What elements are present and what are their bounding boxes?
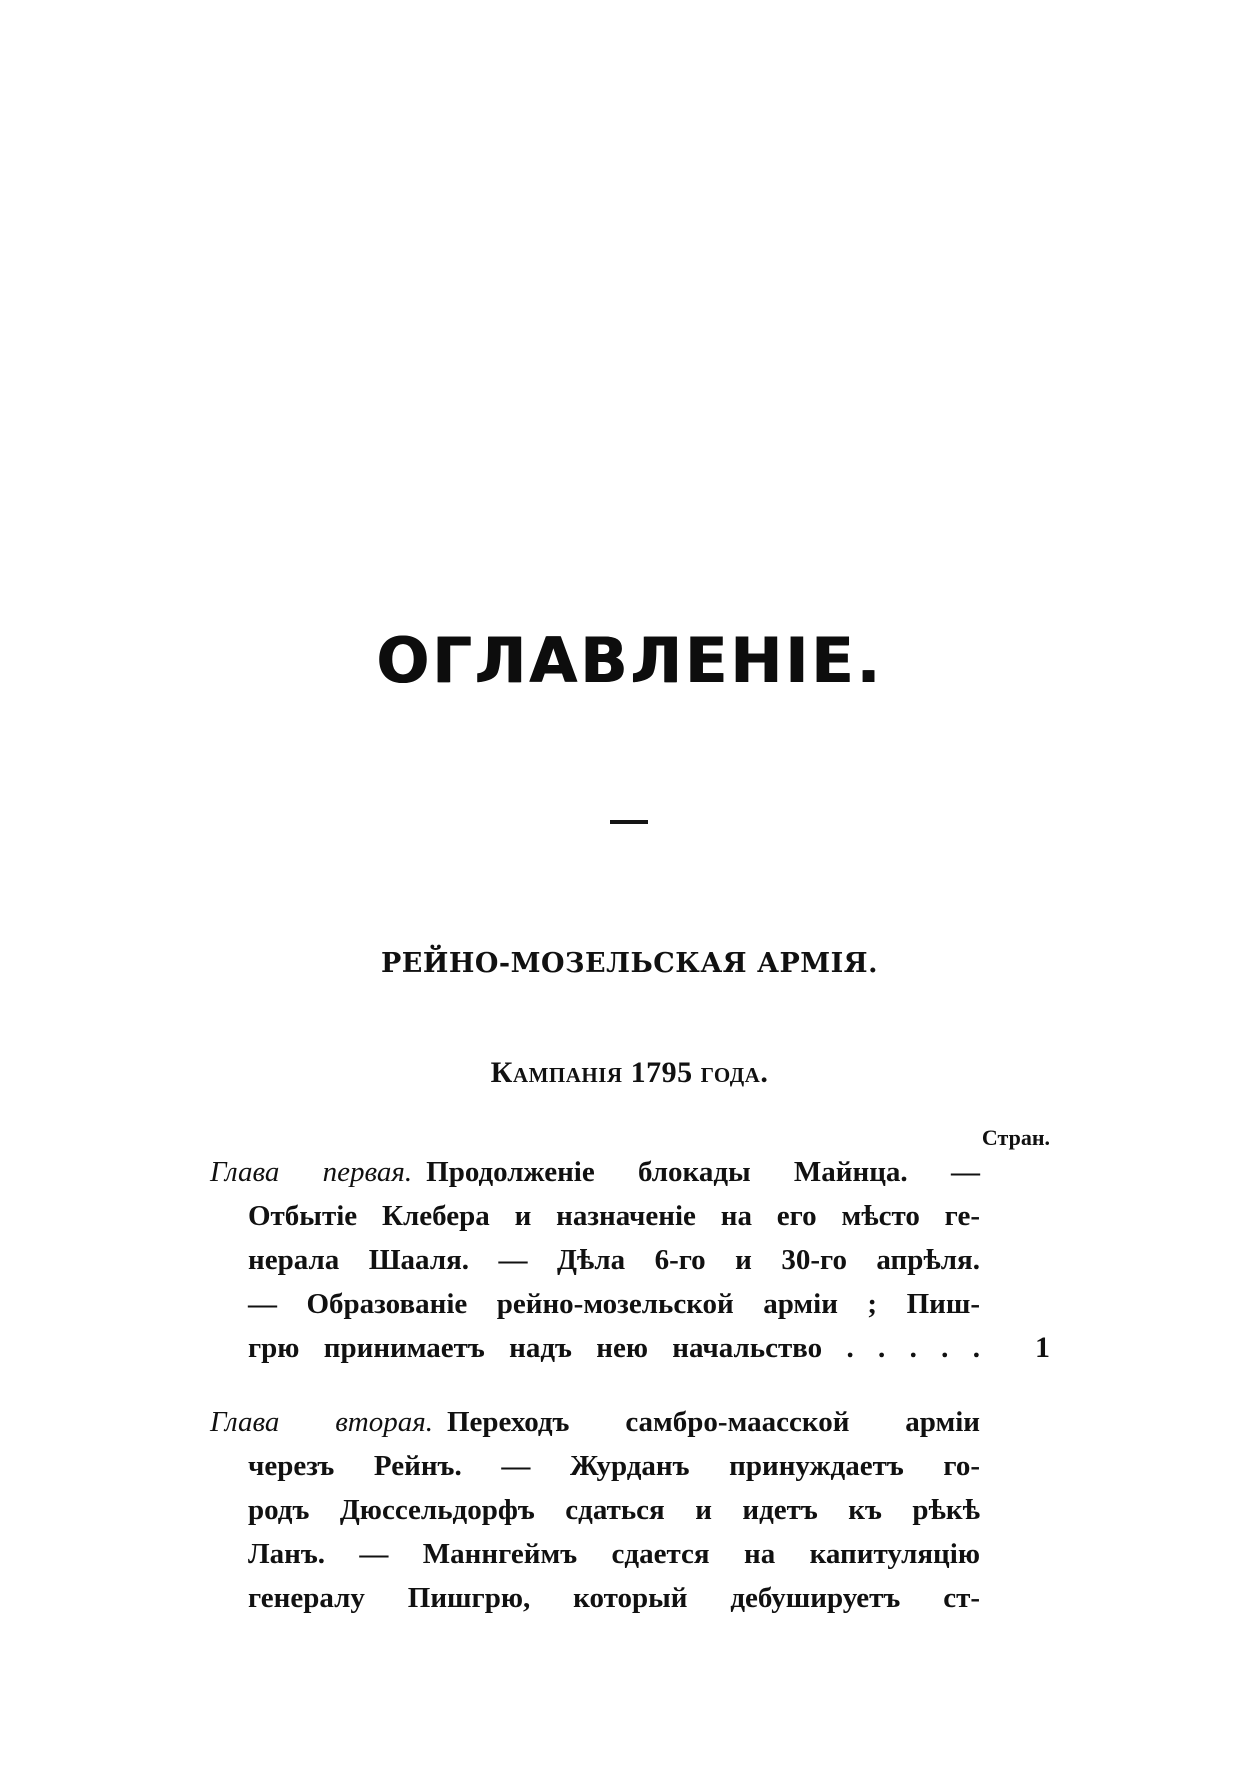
- toc-entry-line: черезъ Рейнъ. — Журданъ принуждаетъ го-: [248, 1450, 980, 1482]
- toc-entry-text: Переходъ самбро-маасской арміи: [446, 1406, 980, 1438]
- toc-entry-line: [210, 1150, 980, 1194]
- toc-entry-text: грю принимаетъ надъ нею начальство . . . . .: [248, 1332, 980, 1364]
- toc-entry-line: Ланъ. — Маннгеймъ сдается на капитуляцію: [248, 1538, 980, 1570]
- toc-entry-line: [248, 1326, 980, 1370]
- toc-entry-line: генералу Пишгрю, который дебушируетъ ст-: [248, 1582, 980, 1614]
- title-rule-divider: [610, 820, 648, 824]
- chapter-label: Глава первая.: [210, 1156, 413, 1188]
- page-title: ОГЛАВЛЕНІЕ.: [376, 624, 883, 697]
- toc-entry-chapter-1[interactable]: [210, 1150, 1050, 1370]
- toc-entry-text: Продолженіе блокады Майнца. —: [426, 1156, 980, 1188]
- army-heading: РЕЙНО-МОЗЕЛЬСКАЯ АРМІЯ.: [380, 948, 878, 979]
- page-column-label: Стран.: [981, 1125, 1050, 1150]
- toc-entry-line: [210, 1400, 980, 1444]
- toc-entry-line: родъ Дюссельдорфъ сдаться и идетъ къ рѣкѣ: [248, 1494, 980, 1526]
- toc-entry-line: Отбытіе Клебера и назначеніе на его мѣсто ге-: [248, 1200, 980, 1232]
- chapter-label: Глава вторая.: [210, 1406, 433, 1438]
- toc-entry-chapter-2[interactable]: [210, 1400, 980, 1620]
- toc-entry-line: нерала Шааля. — Дѣла 6-го и 30-го апрѣля.: [248, 1244, 980, 1276]
- page-number: 1: [1035, 1331, 1050, 1364]
- campaign-heading: Кампанія 1795 года.: [490, 1056, 769, 1089]
- toc-entry-line: — Образованіе рейно-мозельской арміи ; Пиш-: [248, 1288, 980, 1320]
